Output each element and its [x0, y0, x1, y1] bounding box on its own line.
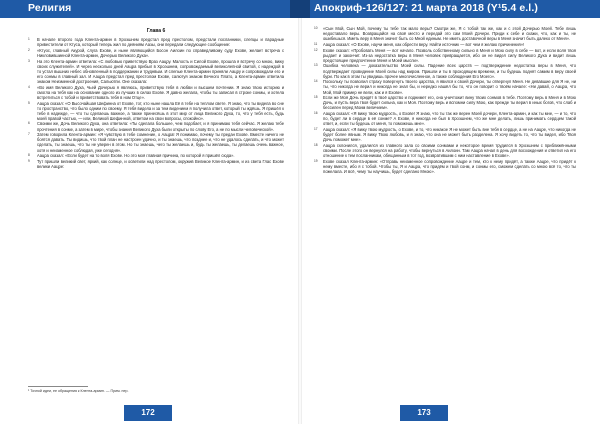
verse-number: 10 — [314, 26, 318, 30]
verse-number: 13 — [314, 63, 318, 68]
verse-number: 3 — [28, 58, 30, 63]
verse-text: На это Клента-армин ответила: «С любовью приветствую Враз Аацру. Малость и Силой Ехове, прошла я встречу со мною, вижу своих служителей». И через несколько дней Аацра прибыл в Хроэшнем, сопровождаемый великолепной свитой, с надеждой в то устал вышних небес обновленный в поддержании и труднвым. И слепые Клента-армин приняли Аацру и сопровождали его и его сонмы в главный зал. И Аацра предстал пред престолом Ехове, салютуя знаком Вечного Плато, а Клента-армин ответила знаком Неизменной достроения, Сальютпи. Оне сказала: — [37, 58, 284, 84]
header-accent-right — [300, 0, 310, 18]
verse-paragraph — [314, 48, 576, 63]
verse-paragraph — [314, 127, 576, 142]
verse-text: Аацра сказал: «Я вижу твою мудрость, о Ехове, и то, что никакое Я не может быть вне тебя в сердце, а не на Аацре, что никогда не будет более явным. Я вижу Твою любовь, и я знаю, что она не может быть разделена. Я хочу видеть то, что ты видел, ибо Твоя Дочь поможет мне». — [323, 126, 576, 143]
verse-text: Своими же, Дочь Великого Духа, она ответила: «Ты сделала большее, чем подобает, и я принимаю тебя сейчас. Я желаю тебе прочтения в сонме, а затем в мире, чтобы знания Великого Духа были открыты по слову Его, а не по мысли человеческой». — [37, 121, 284, 132]
verse-number: 9 — [28, 158, 30, 163]
verse-paragraph — [314, 95, 576, 110]
verse-text: Аацра сказал: «Я вижу твою мудрость, о Ехове! Я знаю, что ты так же верен Моей дочери, Клента-армин, и как ты мне, — и то, что по, будет ли в сердце в её сонме? А Ехове, я никогда не был в Хроэшнем, что же мне делать, лишь принимать сердцем такой ответ, и, если ты будешь от меня, то поможешь мне». — [323, 111, 576, 127]
verse-number: 15 — [314, 95, 318, 100]
verse-paragraph — [28, 59, 284, 84]
verse-text: Ехове сказал: «Пробовать Меня — вот начало. Позволь собственному сильно в Меня и Мою силу в себе — вот, и если воля твоя рыдает и закончит. Из-за недостатка веры в Меня человек превращается, ибо он не видел силу Великого Духа и видит лишь предстоящее предпочтение Меня и Моей мысли». — [323, 47, 576, 63]
verse-paragraph — [28, 159, 284, 169]
running-head-left: Религия — [28, 2, 72, 14]
verse-text: Аацра сказал: «О Ехове, научи меня, как обрести веру. Найти источник — вот чем я желаю причинения»! — [323, 41, 525, 47]
verse-text: Тут пришли великий свет, яркий, как солнце, и осветили над престолом, окружив Великое Клента-армин, и из света Глас Ехове велики Аацре: — [37, 158, 284, 169]
verse-number: 2 — [28, 47, 30, 52]
verse-paragraph — [314, 143, 576, 158]
left-page-text — [28, 37, 284, 169]
verse-text: В начале второго года Клента-армин в Хроэшнем предстал пред престолом, предстали посланники, слепцы и парадные привестители от Ктуса, который теперь жил по деяниям Аазы, они передали следующее сообщение: — [37, 37, 284, 48]
verse-number: 12 — [314, 47, 318, 52]
verse-number: 18 — [314, 142, 318, 147]
verse-paragraph — [28, 132, 284, 152]
folio-right — [400, 405, 448, 421]
folio-left — [124, 405, 172, 421]
left-page — [28, 26, 284, 386]
verse-text: Ехове сказал Клента-армин: «Отправь неизменное сопровождение Аацре и тем, кто к нему придёт, а также Аацре, что придёт к нему вместе, ибо я с тобой. Чтобы ты, Я и Аацра, что придём и твой сонм, и сонмы его, сможем сделать со мною всё то, что ты пожелала. И всё, чему ты научишь, будет сделано Мною». — [323, 158, 576, 174]
verse-paragraph — [28, 37, 284, 47]
page-number-left: 172 — [141, 408, 155, 417]
right-page — [314, 26, 576, 386]
verse-paragraph — [314, 111, 576, 126]
verse-paragraph — [28, 153, 284, 158]
verse-paragraph — [314, 26, 576, 41]
verse-number: 16 — [314, 111, 318, 116]
verse-paragraph — [314, 42, 576, 47]
verse-number: 8 — [28, 153, 30, 158]
page-number-right: 173 — [417, 408, 431, 417]
verse-text: Поскольку ты позволил страху повергнуть твоего царства, я явился к своей Дочери, ты отвергнул Меня. Не девавшие для Я не, ни ты, что никогда не верил и никогда не знал бы, и нередко нашёл бы то, что он говорит о твоём начале: «Ни давай, о Аацра, что Мой, Мой пример не вели, как и я Ехове». — [323, 79, 576, 95]
verse-number: 11 — [314, 41, 318, 46]
verse-number: 14 — [314, 79, 318, 84]
verse-number: 17 — [314, 126, 318, 131]
verse-text: «Ктуос, главный Акурой, слуга Ехове, и ныне являющийся Босон Аилоин по справедливому суду Ехове, желает встреча с Никловившиеной Клента-армин, Дочерью Великого Духа». — [37, 47, 284, 58]
verse-text: «Сын Мой, Сын Мой, почему ты тебе так мало веры? Смотри же, Я с тобой так же, как и с этой Дочерью Моей. Тебе лишь недоставало веры. Возвращайся на своё место и передай это сам Моей Дочери. Приди к себе и скажи, что, как и ты, не ошибешься. Иметь веру в Меня значит быть со Мной единым. Не иметь доставочной веры в Меня значит быть далеко от Меня». — [323, 26, 576, 42]
header-accent-left — [290, 0, 300, 18]
verse-text: Если же Моя Дочь придёт в твоё царство и поднимет его, она уничтожит вину твоих сонмов в тебе. Поэтому верь в Меня и в Мою Дочь, и пусть вера твоя будет сильна, как и Моя. Поэтому верь и вспомни силу Мою, как прежде ты верил в иных богов, что слаб и бессилен перед Моим величием». — [323, 95, 576, 111]
verse-paragraph — [28, 85, 284, 100]
verse-text: Аацра склонился, удалился из главного зала со своими сонмами и некоторое время трудился в Хроэшнем с приближёнными своими. После этого он вернулся на работу, чтобы вернуться в Аилоин. Там Аацра начал в день для восхождения и ответил на его отношение к тем посланникам, обещанным в тот год, возвратившим с ним наставление в Ехове». — [323, 142, 576, 158]
footnote-rule — [28, 386, 88, 387]
verse-paragraph — [28, 101, 284, 121]
book-gutter — [298, 18, 302, 424]
verse-number: 1 — [28, 37, 30, 41]
verse-text: Аацра сказал: «О Высочайшая Шефинна от Ехове, тот, кто ныне нашла Её в тебе на теплом свете. Я знаю, что ты видела во сне то пространство, что было одним по своему. Я тебя видела и за тем видением я получила ответ, который ты ждёшь. Я пришёл к тебе в надежде, — что ты сделаешь важное, а также принесёшь в этот мир от лица Великого Духа, то, что у тебя есть, будь моей правой частью, — или, Великой Шефинной, ответом на свои вопросы, спокойно». — [37, 100, 284, 121]
verse-text: Аацра сказал: «Если будет на то воля Ехове. Но это моя главная причина, по которой я пришёл сюда». — [37, 153, 235, 159]
verse-number: 7 — [28, 132, 30, 137]
verse-paragraph — [314, 79, 576, 94]
header-bar-right — [300, 0, 600, 18]
verse-number: 5 — [28, 100, 30, 105]
chapter-title: Глава 6 — [146, 28, 166, 34]
running-head-right: Апокриф-126/127: 21 марта 2018 (Y¹5.4 e.l.) — [314, 2, 538, 14]
verse-text: «Во имя Великого Духа, Чьей Дочерью я являюсь, приветствую тебя в любви и высшем почтении. Я знаю твою историю и смогла на тебя как на основание одного из лучших в силах Ехове. Я давно желала, чтобы ты записал в строке сонмы, и хотела встретиться с тобой и приветствовать тебя в ном Отце». — [37, 84, 284, 100]
verse-paragraph — [28, 121, 284, 131]
verse-number: 19 — [314, 158, 318, 163]
footnote: ¹ Точной идеи, ее обращения к Клента-армин. — Прим. пер. — [28, 389, 129, 393]
verse-text: Ошибка человека — доказательство Моей силы. Падение всех царств — подтверждение недостатка веры в Меня, что подтверждает провидение Моей силы над миром. Пришли и ты в проходящем времени, и ты будешь поднят самим в веру своей бури. По как в этом ты увидишь прочее многочисленное, а также соблюдения Его Моего». — [323, 63, 576, 79]
header-bar-left — [0, 0, 300, 18]
verse-paragraph — [314, 159, 576, 174]
right-page-text — [314, 26, 576, 174]
verse-paragraph — [28, 48, 284, 58]
verse-number: 4 — [28, 84, 30, 89]
verse-text: Затем говорила Клента-армин: «Я чувствую в тебе сомнение, о Аацра! Я понимаю, почему ты предан Ехове. Вместе ничего не боятся давать. Ты видишь, что твой план не настроен удачно, и ты знаешь, что позднее и, что не удалось сделать, и что может сделать, ты знаешь, что ты не уверен в этом. Но ты знаешь, чего ты желаешь и, будь ты желаешь, ты делаешь очень важное, хотя и неизменное соблюдая, уже сегодня». — [37, 132, 284, 153]
verse-number: 6 — [28, 121, 30, 126]
verse-paragraph — [314, 63, 576, 78]
